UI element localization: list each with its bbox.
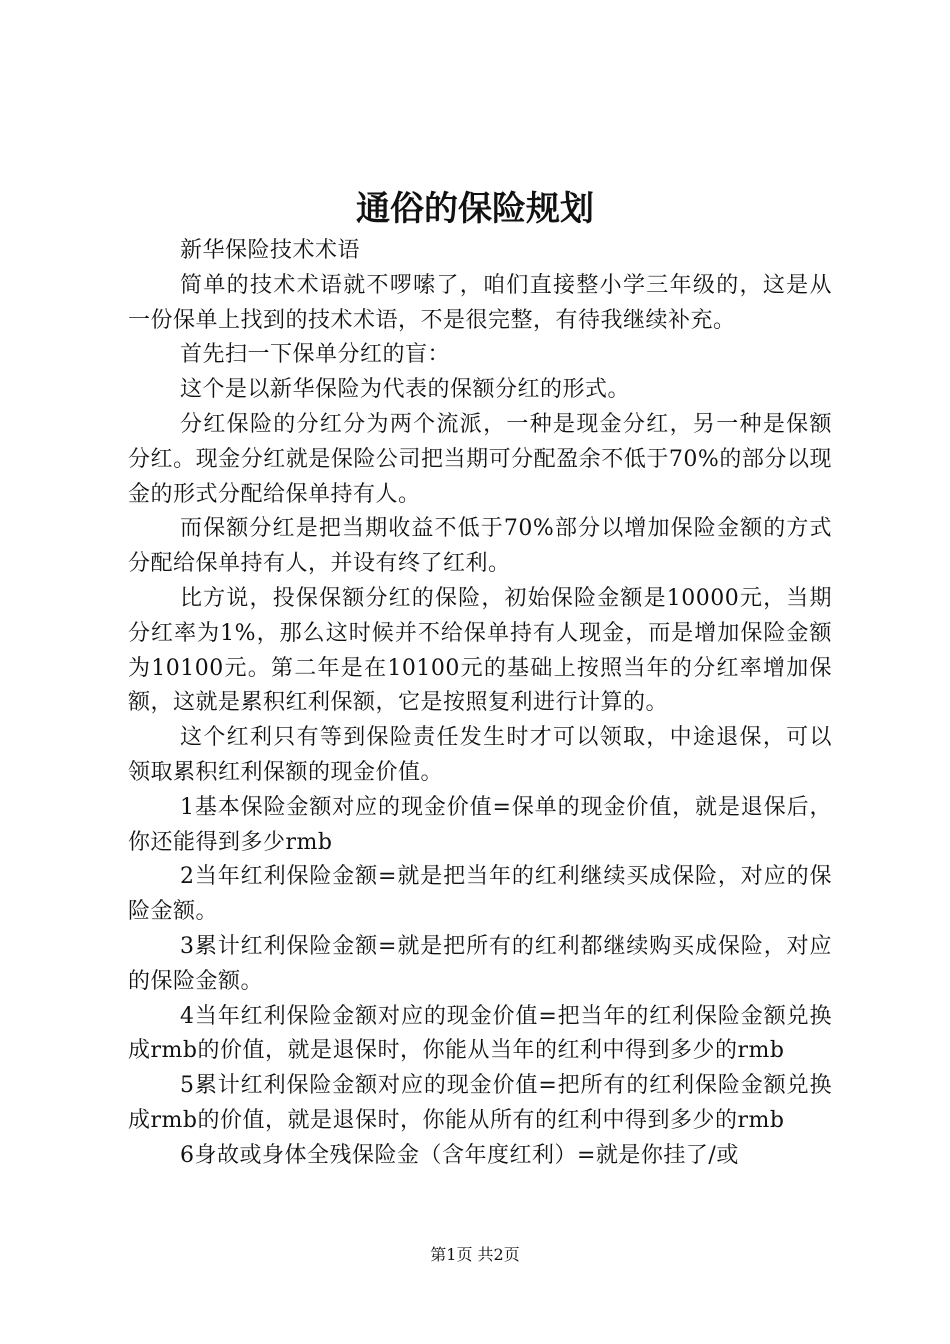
paragraph: 首先扫一下保单分红的盲：: [180, 342, 451, 368]
document-body: [128, 234, 832, 1174]
paragraph: 分红保险的分红分为两个流派，一种是现金分红，另一种是保额分红。现金分红就是保险公司把当期可分配盈余不低于70%的部分以现金的形式分配给保单持有人。: [128, 411, 832, 507]
paragraph: 这个是以新华保险为代表的保额分红的形式。: [180, 377, 631, 403]
paragraph: 新华保险技术术语: [180, 238, 361, 263]
paragraph: 4当年红利保险金额对应的现金价值=把当年的红利保险金额兑换成rmb的价值，就是退保时，你能从当年的红利中得到多少的rmb: [128, 1003, 832, 1064]
page-footer: 第1页 共2页: [430, 1245, 520, 1264]
paragraph: 3累计红利保险金额=就是把所有的红利都继续购买成保险，对应的保险金额。: [128, 933, 832, 994]
paragraph: 而保额分红是把当期收益不低于70%部分以增加保险金额的方式分配给保单持有人，并设有终了红利。: [128, 516, 832, 577]
paragraph: 6身故或身体全残保险金（含年度红利）=就是你挂了/或: [180, 1142, 739, 1168]
paragraph: 2当年红利保险金额=就是把当年的红利继续买成保险，对应的保险金额。: [128, 864, 832, 925]
paragraph: 这个红利只有等到保险责任发生时才可以领取，中途退保，可以领取累积红利保额的现金价值。: [128, 725, 832, 785]
paragraph: 简单的技术术语就不啰嗦了，咱们直接整小学三年级的，这是从一份保单上找到的技术术语，不是很完整，有待我继续补充。: [128, 272, 832, 333]
paragraph: 5累计红利保险金额对应的现金价值=把所有的红利保险金额兑换成rmb的价值，就是退保时，你能从所有的红利中得到多少的rmb: [128, 1073, 832, 1133]
paragraph: 比方说，投保保额分红的保险，初始保险金额是10000元，当期分红率为1%，那么这时候并不给保单持有人现金，而是增加保险金额为10100元。第二年是在10100元的基础上按照当年的分红率增加保额，这就是累积红利保额，它是按照复利进行计算的。: [128, 585, 832, 716]
paragraph: 1基本保险金额对应的现金价值=保单的现金价值，就是退保后，你还能得到多少rmb: [128, 794, 832, 855]
document-title: 通俗的保险规划: [356, 189, 594, 229]
